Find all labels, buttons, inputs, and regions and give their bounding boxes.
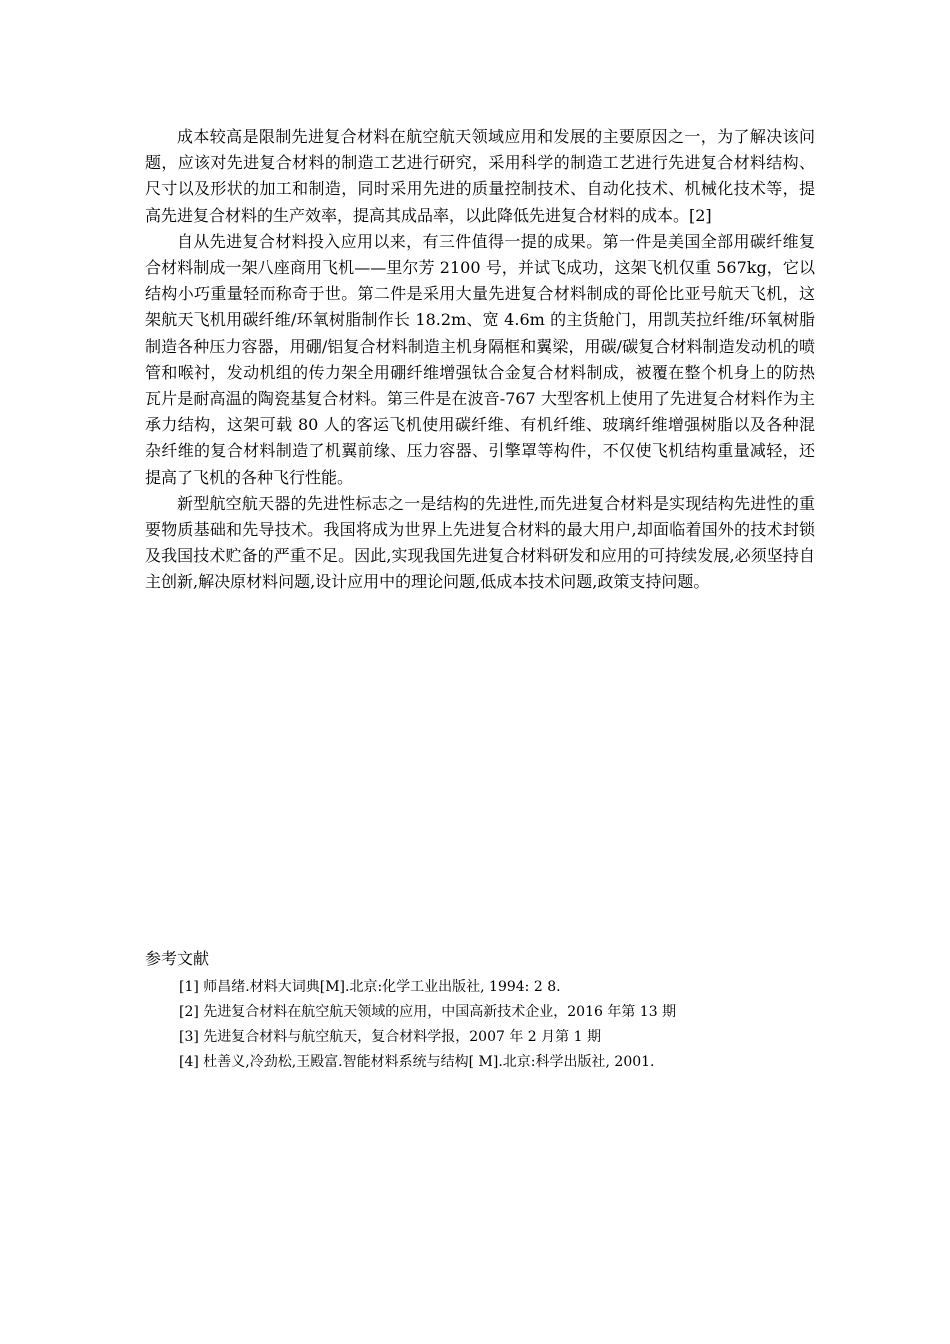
paragraph-advancement: 新型航空航天器的先进性标志之一是结构的先进性,而先进复合材料是实现结构先进性的重要物质基础和先导技术。我国将成为世界上先进复合材料的最大用户,却面临着国外的技术封锁及我国技术贮备的严重不足。因此,实现我国先进复合材料研发和应用的可持续发展,必须坚持自主创新,解决原材料问题,设计应用中的理论问题,低成本技术问题,政策支持问题。 [145,493,815,592]
references-section [145,947,825,1075]
reference-item: [2] 先进复合材料在航空航天领域的应用，中国高新技术企业，2016 年第 13 期 [179,1004,677,1020]
body-text [145,124,815,596]
paragraph-achievements: 自从先进复合材料投入应用以来，有三件值得一提的成果。第一件是美国全部用碳纤维复合材料制成一架八座商用飞机——里尔芳 2100 号，并试飞成功，这架飞机仅重 567kg，它以结构小巧重量轻而称奇于世。第二件是采用大量先进复合材料制成的哥伦比亚号航天飞机，这架航天飞机用碳纤维/环氧树脂制作长 18.2m、宽 4.6m 的主货舱门，用凯芙拉纤维/环氧树脂制造各种压力容器，用硼/铝复合材料制造主机身隔框和翼梁，用碳/碳复合材料制造发动机的喷管和喉衬，发动机组的传力架全用硼纤维增强钛合金复合材料制成，被覆在整个机身上的防热瓦片是耐高温的陶瓷基复合材料。第三件是在波音-767 大型客机上使用了先进复合材料作为主承力结构，这架可载 80 人的客运飞机使用碳纤维、有机纤维、玻璃纤维增强树脂以及各种混杂纤维的复合材料制造了机翼前缘、压力容器、引擎罩等构件，不仅使飞机结构重量减轻，还提高了飞机的各种飞行性能。 [145,231,815,487]
reference-item: [1] 师昌绪.材料大词典[M].北京:化学工业出版社, 1994: 2 8. [179,979,561,995]
references-title: 参考文献 [145,949,210,968]
paragraph-cost: 成本较高是限制先进复合材料在航空航天领域应用和发展的主要原因之一，为了解决该问题，应该对先进复合材料的制造工艺进行研究，采用科学的制造工艺进行先进复合材料结构、尺寸以及形状的加工和制造，同时采用先进的质量控制技术、自动化技术、机械化技术等，提高先进复合材料的生产效率，提高其成品率，以此降低先进复合材料的成本。[2] [145,127,815,225]
references-list [145,975,825,1075]
reference-item: [4] 杜善义,冷劲松,王殿富.智能材料系统与结构[ M].北京:科学出版社, 2001. [179,1054,655,1070]
reference-item: [3] 先进复合材料与航空航天，复合材料学报，2007 年 2 月第 1 期 [179,1029,601,1045]
